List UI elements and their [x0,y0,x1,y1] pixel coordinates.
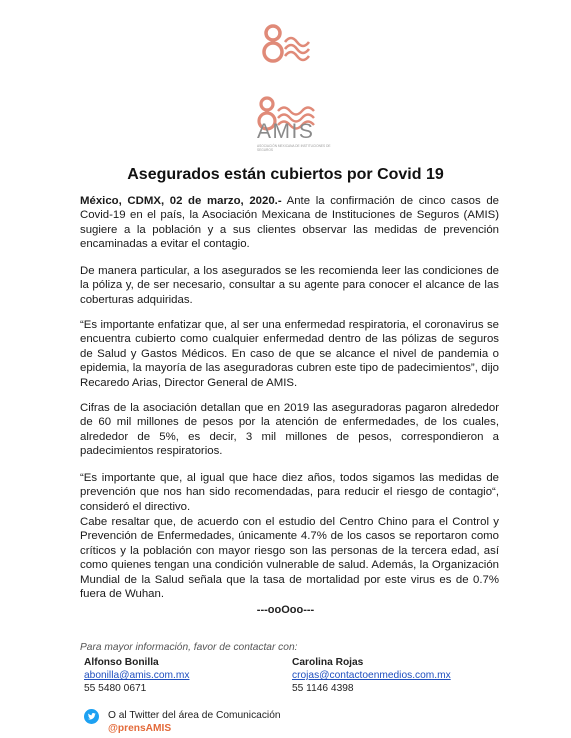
contact-carolina [292,656,451,695]
contact-name: Alfonso Bonilla [84,657,159,668]
paragraph-4-text: Cifras de la asociación detallan que en 2019 las aseguradoras pagaron alrededor de 60 mil millones de pesos por la atención de enfermedades, de los cuales, alrededor de 5%, es decir, 3 mil millones de pesos, correspondieron a padecimientos respiratorios. [80,402,499,458]
paragraph-1 [80,194,499,252]
contact-phone: 55 1146 4398 [292,683,354,694]
paragraph-4 [80,401,499,459]
paragraph-3-text: “Es importante enfatizar que, al ser una enfermedad respiratoria, el coronavirus se encuentra cubierto como cualquier enfermedad dentro de las pólizas de seguros de Salud y Gastos Médicos. En caso de que se alcance el nivel de pandemia o epidemia, la mayoría de las aseguradoras cubren este tipo de padecimientos”, dijo Recaredo Arias, Director General de AMIS. [80,319,499,389]
dateline: México, CDMX, 02 de marzo, 2020.- [80,195,282,207]
contact-phone: 55 5480 0671 [84,683,147,694]
press-title: Asegurados están cubiertos por Covid 19 [127,166,444,183]
amis-logo-small [259,22,315,66]
contact-alfonso [84,656,189,695]
paragraph-2-text: De manera particular, a los asegurados se les recomienda leer las condiciones de la póliza y, de ser necesario, consultar a su agente para conocer el alcance de las coberturas adquiridas. [80,265,499,306]
paragraph-1-text: Ante la confirmación de cinco casos de Covid-19 en el país, la Asociación Mexicana de Instituciones de Seguros (AMIS) sugiere a la población y a sus clientes observar las medidas de prevención encaminadas a evitar el contagio. [80,195,499,251]
contact-name: Carolina Rojas [292,657,364,668]
amis-subtitle: ASOCIACIÓN MEXICANA DE INSTITUCIONES DE SEGUROS [257,144,331,152]
paragraph-5 [80,471,499,514]
twitter-icon[interactable] [84,709,99,724]
separator: ---ooOoo--- [256,604,315,616]
contact-note: Para mayor información, favor de contactar con: [80,642,298,653]
paragraph-5-text: “Es importante que, al igual que hace diez años, todos sigamos las medidas de prevención que nos han sido recomendadas, para reducir el riesgo de contagio“, consideró el directivo. [80,472,499,513]
twitter-handle-link[interactable]: @prensAMIS [108,723,172,734]
twitter-text: O al Twitter del área de Comunicación [108,710,281,721]
paragraph-6-text: Cabe resaltar que, de acuerdo con el estudio del Centro Chino para el Control y Prevención de Enfermedades, únicamente 4.7% de los casos se reportaron como críticos y la población con mayor riesgo son las personas de la tercera edad, así como quienes tengan una condición vulnerable de salud. Además, la Organización Mundial de la Salud señala que la tasa de mortalidad por este virus es de 0.7% fuera de Wuhan. [80,516,499,601]
paragraph-3 [80,318,499,390]
amis-wordmark: AMIS [257,120,315,143]
contact-email-link[interactable]: crojas@contactoenmedios.com.mx [292,670,451,681]
paragraph-6 [80,515,499,601]
paragraph-2 [80,264,499,307]
contact-email-link[interactable]: abonilla@amis.com.mx [84,670,190,681]
